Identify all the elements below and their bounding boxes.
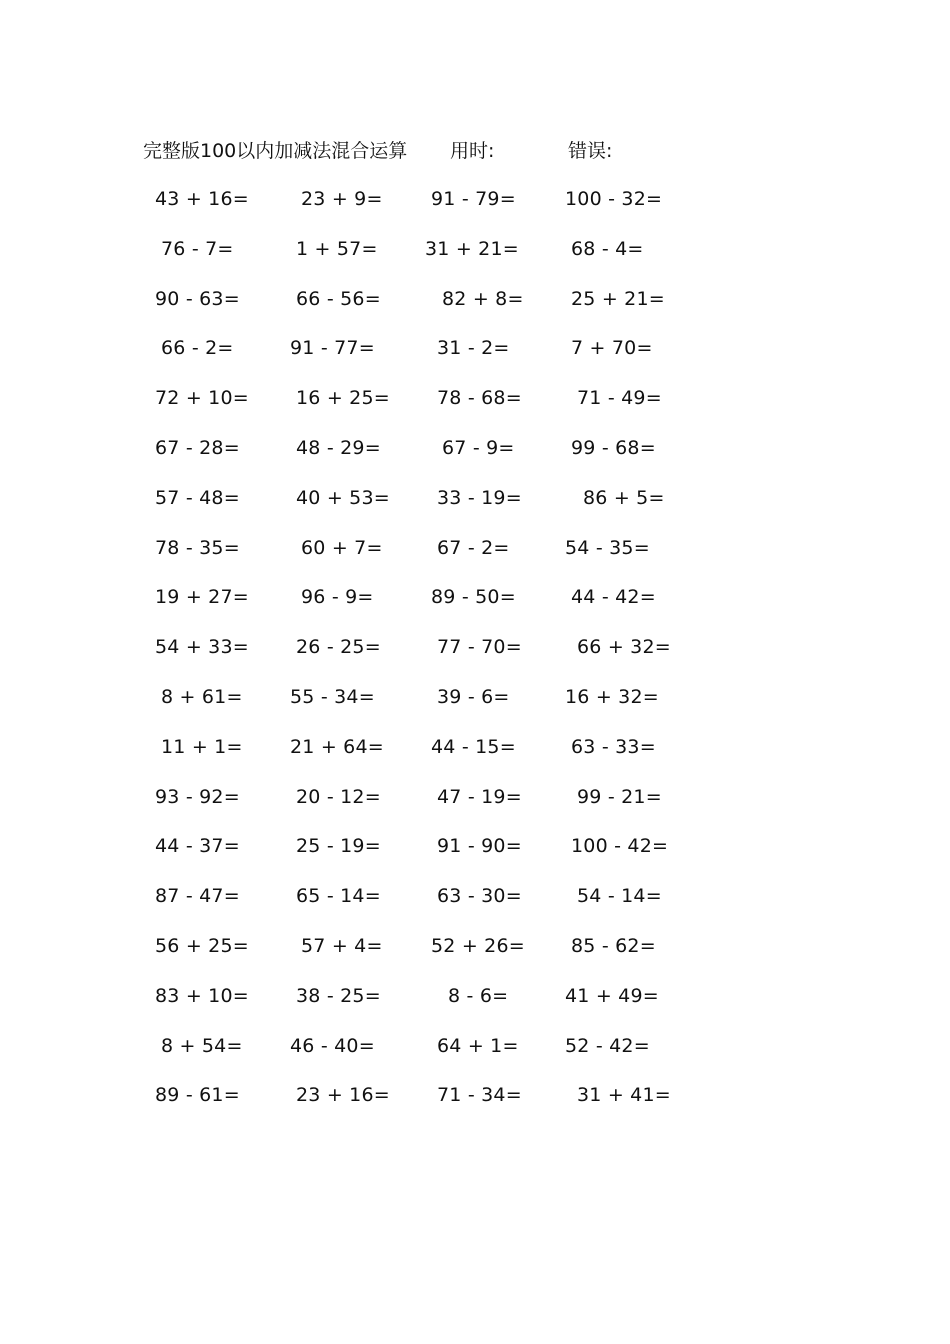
problem-cell: 39 - 6= [437,685,510,708]
problem-cell: 43 + 16= [155,188,249,210]
problem-row [0,932,950,982]
problem-cell: 44 - 15= [431,735,516,758]
problem-cell: 91 - 79= [431,188,516,210]
problem-cell: 71 - 49= [577,387,662,410]
problem-cell: 63 - 33= [571,735,656,758]
problem-cell: 89 - 61= [155,1084,240,1107]
problem-row [0,384,950,434]
problem-cell: 83 + 10= [155,984,249,1007]
problem-cell: 23 + 16= [296,1084,390,1107]
problem-cell: 68 - 4= [571,237,644,260]
problem-row [0,832,950,882]
problem-cell: 76 - 7= [161,237,234,260]
problem-cell: 46 - 40= [290,1034,375,1057]
problem-cell: 78 - 35= [155,536,240,559]
problem-cell: 26 - 25= [296,636,381,659]
problem-cell: 60 + 7= [301,536,383,559]
problem-row [0,982,950,1032]
problem-cell: 57 + 4= [301,934,383,957]
problem-cell: 86 + 5= [583,486,665,509]
problem-cell: 25 + 21= [571,287,665,310]
problem-cell: 54 - 35= [565,536,650,559]
problem-cell: 44 - 37= [155,835,240,858]
problem-row [0,235,950,285]
problem-cell: 67 - 2= [437,536,510,559]
problem-cell: 100 - 32= [565,188,663,210]
problem-cell: 65 - 14= [296,885,381,908]
problem-cell: 47 - 19= [437,785,522,808]
problem-cell: 52 - 42= [565,1034,650,1057]
problem-cell: 55 - 34= [290,685,375,708]
problem-grid [0,185,950,1131]
problem-cell: 38 - 25= [296,984,381,1007]
problem-cell: 64 + 1= [437,1034,519,1057]
errors-label: 错误: [568,140,613,162]
problem-cell: 25 - 19= [296,835,381,858]
worksheet-header [0,137,950,165]
problem-cell: 1 + 57= [296,237,378,260]
problem-row [0,185,950,235]
problem-cell: 66 + 32= [577,636,671,659]
problem-cell: 40 + 53= [296,486,390,509]
problem-cell: 66 - 56= [296,287,381,310]
time-label: 用时: [450,140,495,162]
problem-cell: 8 + 54= [161,1034,243,1057]
problem-cell: 31 - 2= [437,337,510,360]
problem-cell: 44 - 42= [571,586,656,609]
problem-row [0,733,950,783]
problem-row [0,434,950,484]
problem-cell: 20 - 12= [296,785,381,808]
problem-cell: 21 + 64= [290,735,384,758]
problem-cell: 66 - 2= [161,337,234,360]
problem-cell: 8 + 61= [161,685,243,708]
problem-cell: 99 - 21= [577,785,662,808]
problem-cell: 99 - 68= [571,436,656,459]
problem-row [0,882,950,932]
problem-cell: 78 - 68= [437,387,522,410]
problem-row [0,534,950,584]
problem-cell: 52 + 26= [431,934,525,957]
problem-row [0,783,950,833]
problem-row [0,285,950,335]
problem-cell: 48 - 29= [296,436,381,459]
problem-cell: 71 - 34= [437,1084,522,1107]
problem-cell: 67 - 28= [155,436,240,459]
problem-cell: 19 + 27= [155,586,249,609]
problem-cell: 8 - 6= [448,984,509,1007]
problem-cell: 16 + 25= [296,387,390,410]
problem-cell: 67 - 9= [442,436,515,459]
problem-cell: 100 - 42= [571,835,669,858]
problem-cell: 87 - 47= [155,885,240,908]
problem-cell: 93 - 92= [155,785,240,808]
problem-cell: 77 - 70= [437,636,522,659]
worksheet-title: 完整版100以内加减法混合运算 [143,140,408,162]
problem-cell: 23 + 9= [301,188,383,210]
problem-cell: 41 + 49= [565,984,659,1007]
problem-cell: 91 - 90= [437,835,522,858]
problem-cell: 7 + 70= [571,337,653,360]
problem-row [0,633,950,683]
problem-cell: 82 + 8= [442,287,524,310]
problem-cell: 96 - 9= [301,586,374,609]
problem-cell: 33 - 19= [437,486,522,509]
problem-cell: 31 + 41= [577,1084,671,1107]
problem-row [0,583,950,633]
problem-cell: 90 - 63= [155,287,240,310]
problem-cell: 16 + 32= [565,685,659,708]
problem-row [0,484,950,534]
problem-cell: 54 - 14= [577,885,662,908]
problem-cell: 56 + 25= [155,934,249,957]
problem-cell: 57 - 48= [155,486,240,509]
problem-row [0,683,950,733]
problem-cell: 11 + 1= [161,735,243,758]
problem-cell: 85 - 62= [571,934,656,957]
problem-cell: 54 + 33= [155,636,249,659]
problem-cell: 91 - 77= [290,337,375,360]
problem-row [0,1081,950,1131]
problem-cell: 31 + 21= [425,237,519,260]
problem-row [0,1032,950,1082]
problem-cell: 72 + 10= [155,387,249,410]
problem-cell: 63 - 30= [437,885,522,908]
problem-cell: 89 - 50= [431,586,516,609]
problem-row [0,334,950,384]
